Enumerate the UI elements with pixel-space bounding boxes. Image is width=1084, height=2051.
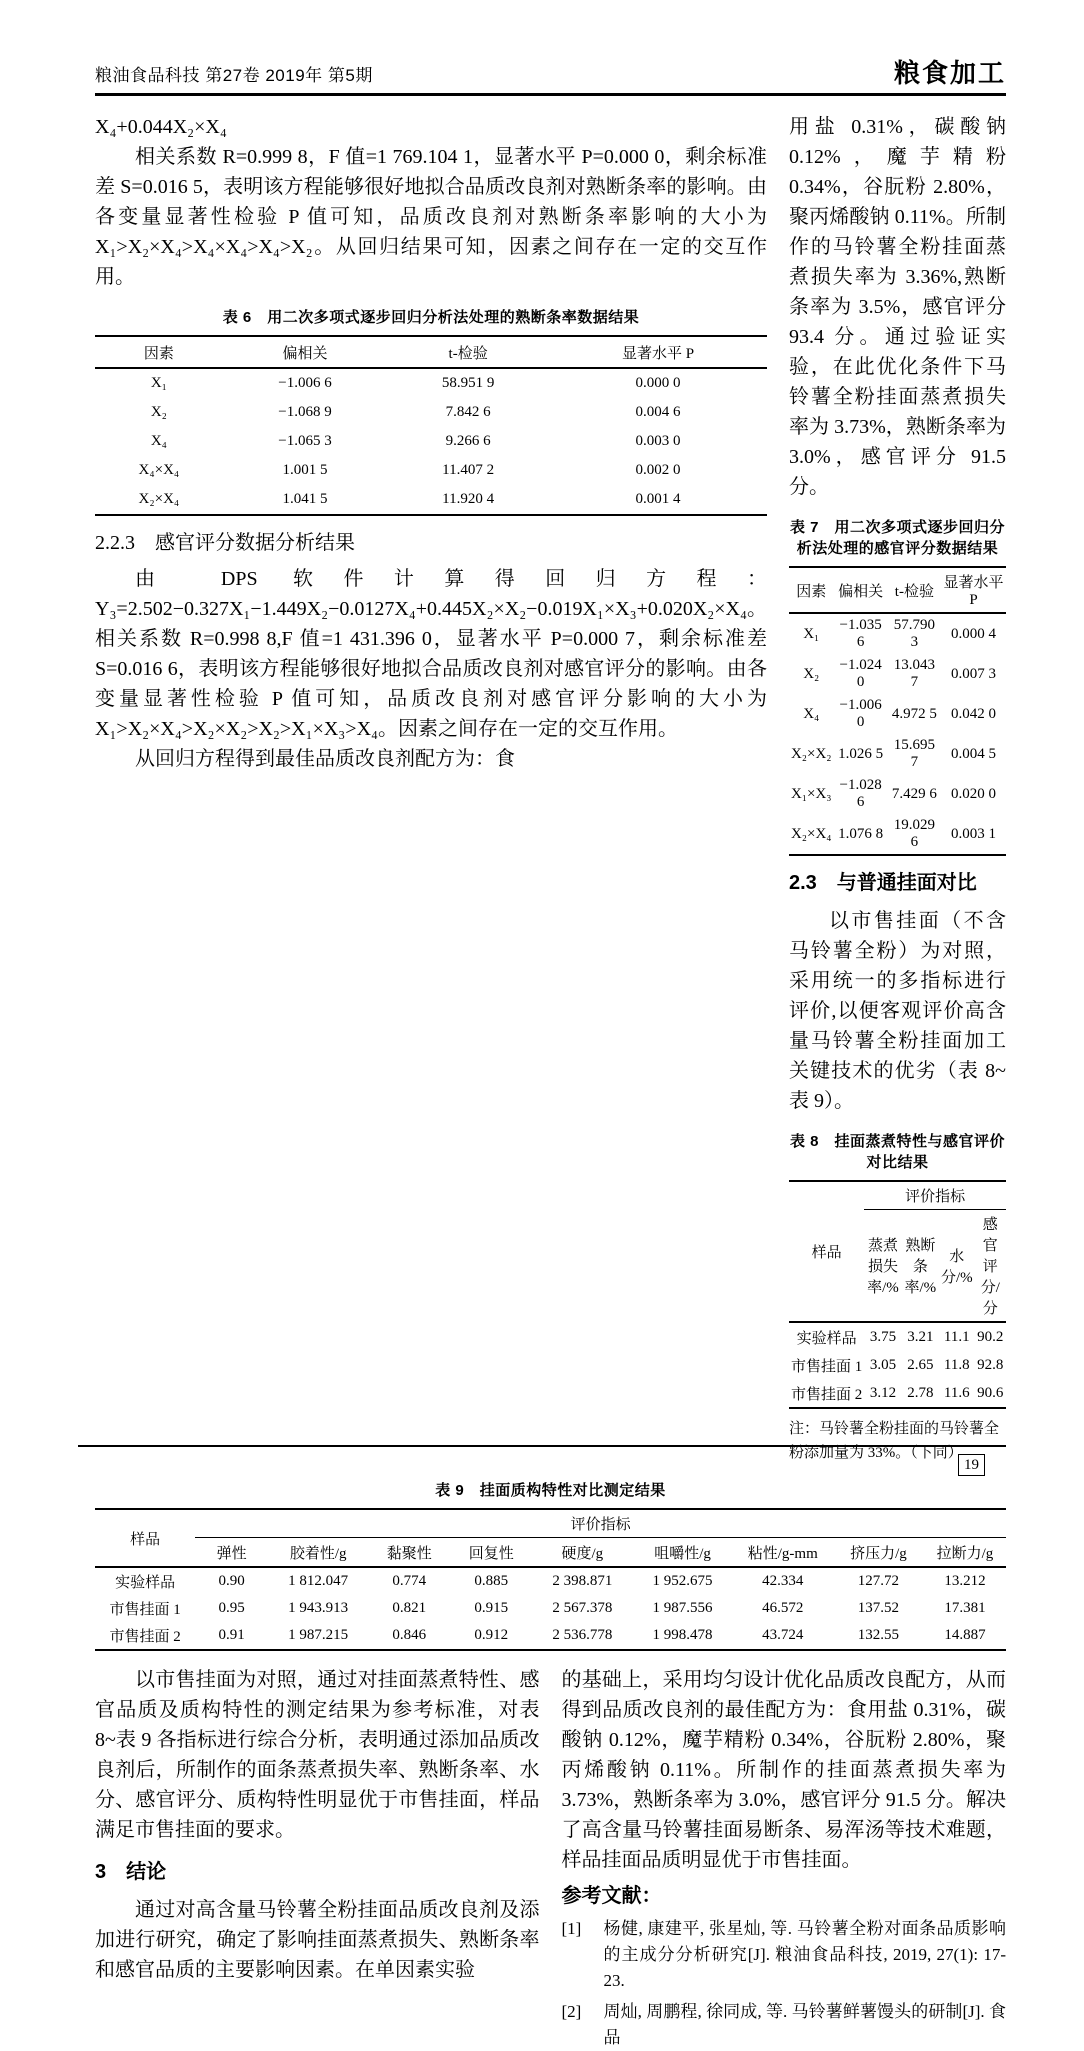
table-cell: 实验样品 (796, 1330, 857, 1347)
table-cell: 0.885 (474, 1573, 509, 1589)
table-header-cell: 蒸煮损失率/% (864, 1210, 902, 1323)
table-cell: 11.1 (943, 1328, 970, 1345)
table-cell: 19.029 6 (893, 817, 935, 850)
table-header-cell: 因素 (95, 336, 223, 368)
table-cell: −1.006 6 (278, 375, 332, 391)
table-cell: 2 536.778 (552, 1627, 613, 1643)
table-row (95, 485, 767, 515)
table-cell: 58.951 9 (441, 375, 495, 391)
table-cell: 1.026 5 (838, 745, 884, 762)
table-header-cell: 硬度/g (532, 1538, 632, 1568)
table-cell: −1.035 6 (839, 617, 882, 650)
table-9 (95, 1508, 1006, 1651)
table-cell: 7.429 6 (891, 785, 937, 802)
table-cell: 3.05 (869, 1356, 897, 1373)
table-cell: 90.6 (977, 1384, 1004, 1401)
table-cell: 127.72 (857, 1573, 900, 1589)
table-cell: 1 987.556 (652, 1600, 713, 1616)
table-header-cell: 黏聚性 (368, 1538, 450, 1568)
table-cell: 13.043 7 (893, 657, 935, 690)
paragraph: 以市售挂面为对照，通过对挂面蒸煮特性、感官品质及质构特性的测定结果为参考标准，对表 8~表 9 各指标进行综合分析，表明通过添加品质改良剂后，所制作的面条蒸煮损失率、熟断条率、水分、感官评分、质构特性明显优于市售挂面，样品满足市售挂面的要求。 (95, 1669, 540, 1841)
page-footer (78, 1445, 1006, 1476)
table-7 (789, 566, 1006, 856)
table-header-row (789, 567, 1006, 613)
reference-text: 周灿, 周鹏程, 徐同成, 等. 马铃薯鲜薯馒头的研制[J]. 食品 (603, 2002, 1006, 2047)
section-label: 粮食加工 (893, 58, 1006, 88)
table-header-cell: 胶着性/g (268, 1538, 368, 1568)
table-cell: 46.572 (762, 1600, 804, 1616)
table-cell: X₂ (803, 665, 820, 682)
table-6 (95, 335, 767, 516)
paragraph: 以市售挂面（不含马铃薯全粉）为对照，采用统一的多指标进行评价,以便客观评价高含量马铃薯全粉挂面加工关键技术的优劣（表 8~表 9）。 (788, 910, 1006, 1112)
reference-item (562, 1999, 1007, 2051)
table-cell: 0.003 1 (950, 825, 996, 842)
two-column-bottom (95, 1665, 1006, 2051)
table-cell: 1.001 5 (282, 462, 328, 478)
page-number: 19 (958, 1454, 985, 1476)
table-cell: 0.90 (218, 1573, 245, 1589)
table-cell: 0.007 3 (950, 665, 996, 682)
table-cell: 3.12 (869, 1384, 897, 1401)
bottom-right-column (562, 1665, 1007, 2051)
table-cell: 7.842 6 (445, 404, 491, 420)
table-cell: X₄ (150, 433, 167, 449)
page-header (95, 60, 1006, 96)
table-cell: 市售挂面 2 (109, 1629, 181, 1645)
table-cell: 1 998.478 (652, 1627, 713, 1643)
table-header-cell: t-检验 (387, 336, 549, 368)
table-cell: 43.724 (762, 1627, 804, 1643)
table-row (789, 734, 1006, 774)
table-cell: 1 812.047 (288, 1573, 349, 1589)
table-cell: X₁×X₃ (790, 785, 832, 802)
table-cell: 0.042 0 (950, 705, 996, 722)
table-cell: 2.78 (907, 1384, 934, 1401)
paragraph: 通过对高含量马铃薯全粉挂面品质改良剂及添加进行研究，确定了影响挂面蒸煮损失、熟断条率和感官品质的主要影响因素。在单因素实验 (95, 1899, 540, 1981)
table-group-header: 评价指标 (195, 1509, 1006, 1538)
table-cell: 1 943.913 (288, 1600, 349, 1616)
table-row (95, 1622, 1006, 1650)
table-row (789, 1322, 1006, 1351)
table-cell: 4.972 5 (891, 705, 937, 722)
table-row (789, 774, 1006, 814)
table-header-cell: 咀嚼性/g (632, 1538, 732, 1568)
table-cell: X₂×X₄ (790, 825, 832, 842)
table-cell: 57.790 3 (893, 617, 935, 650)
table-header-cell: 显著水平 P (941, 567, 1006, 613)
paragraph: 相关系数 R=0.999 8，F 值=1 769.104 1，显著水平 P=0.000 0，剩余标准差 S=0.016 5，表明该方程能够很好地拟合品质改良剂对熟断条率的影响。由各变量显著性检验 P 值可知，品质改良剂对熟断条率影响的大小为 X₁>X₂×X₄>X₄×X₄>X₄>X₂。从回归结果可知，因素之间存在一定的交互作用。 (95, 146, 767, 288)
table-cell: 132.55 (857, 1627, 900, 1643)
table-cell: −1.024 0 (839, 657, 882, 690)
table-cell: 3.75 (869, 1328, 897, 1345)
table-header-cell: 回复性 (450, 1538, 532, 1568)
table-row (95, 1595, 1006, 1622)
table-header-cell: 因素 (789, 567, 834, 613)
table-header-cell: 弹性 (195, 1538, 268, 1568)
table-cell: 0.003 0 (635, 433, 681, 449)
table-8 (789, 1180, 1006, 1409)
table-header-cell: 挤压力/g (833, 1538, 924, 1568)
table-header-cell: 样品 (789, 1181, 864, 1322)
right-column (789, 112, 1006, 1465)
table-cell: 1.041 5 (282, 491, 328, 507)
table-header-cell: 熟断条率/% (902, 1210, 939, 1323)
table-cell: 0.002 0 (635, 462, 681, 478)
heading-2-3: 2.3 与普通挂面对比 (788, 872, 977, 894)
table-row (789, 1379, 1006, 1408)
paragraph: 的基础上，采用均匀设计优化品质改良配方，从而得到品质改良剂的最佳配方为：食用盐 0.31%，碳酸钠 0.12%，魔芋精粉 0.34%，谷朊粉 2.80%，聚丙烯酸钠 0.11%。所制作的挂面蒸煮损失率为 3.73%，熟断条率为 3.0%，感官评分 91.5 分。解决了高含量马铃薯挂面易断条、易浑汤等技术难题，样品挂面品质明显优于市售挂面。 (561, 1669, 1006, 1871)
table-cell: 0.001 4 (635, 491, 681, 507)
table-cell: 11.407 2 (442, 462, 495, 478)
table-header-cell: 样品 (95, 1509, 195, 1567)
table-cell: 11.920 4 (442, 491, 495, 507)
table-cell: X₄ (803, 705, 820, 722)
table-cell: 11.6 (943, 1384, 970, 1401)
table-row (95, 1567, 1006, 1595)
table-group-header: 评价指标 (864, 1181, 1006, 1210)
table-cell: 0.000 0 (635, 375, 681, 391)
two-column-top (95, 112, 1006, 1465)
table-cell: 0.846 (392, 1627, 427, 1643)
table-header-row (95, 1509, 1006, 1538)
table-cell: 92.8 (977, 1356, 1004, 1373)
table-cell: X₁ (803, 625, 820, 642)
table-cell: 137.52 (857, 1600, 900, 1616)
references-heading: 参考文献： (561, 1885, 662, 1907)
table-cell: X₂ (150, 404, 167, 420)
table-cell: X₂×X₄ (138, 491, 180, 507)
table-row (95, 456, 767, 485)
reference-label: [1] (561, 1919, 582, 1938)
table-cell: 0.821 (392, 1600, 427, 1616)
table-row (789, 613, 1006, 654)
table-subheader-row (95, 1538, 1006, 1568)
reference-label: [2] (561, 2002, 582, 2021)
table-row (789, 814, 1006, 855)
table-cell: 0.000 4 (950, 625, 996, 642)
table-cell: 1 987.215 (288, 1627, 349, 1643)
table-cell: 市售挂面 2 (790, 1386, 863, 1403)
table-cell: 0.915 (474, 1600, 509, 1616)
table-cell: 实验样品 (115, 1575, 176, 1591)
table-cell: 2 567.378 (552, 1600, 613, 1616)
table-row (789, 694, 1006, 734)
table-cell: X₄×X₄ (138, 462, 180, 478)
table-header-cell: 偏相关 (834, 567, 888, 613)
table-header-cell: 感官评分/分 (975, 1210, 1006, 1323)
table-cell: 2 398.871 (552, 1573, 613, 1589)
table-cell: 15.695 7 (893, 737, 935, 770)
table-cell: −1.028 6 (839, 777, 882, 810)
table-cell: 0.004 5 (950, 745, 996, 762)
table-cell: 0.91 (218, 1627, 245, 1643)
left-column (95, 112, 767, 1465)
table-cell: 17.381 (944, 1600, 986, 1616)
table-header-row (95, 336, 767, 368)
table-cell: 9.266 6 (445, 433, 491, 449)
table-row (95, 427, 767, 456)
heading-2-2-3: 2.2.3 感官评分数据分析结果 (95, 532, 355, 554)
table-cell: 42.334 (762, 1573, 804, 1589)
table-cell: 市售挂面 1 (109, 1602, 181, 1618)
table-header-row (789, 1181, 1006, 1210)
table-header-cell: 显著水平 P (549, 336, 767, 368)
table-cell: 14.887 (944, 1627, 986, 1643)
table-row (95, 368, 767, 398)
table-header-cell: 拉断力/g (924, 1538, 1006, 1568)
table-cell: 90.2 (977, 1328, 1004, 1345)
table-cell: 0.95 (218, 1600, 245, 1616)
table-header-cell: 水分/% (939, 1210, 975, 1323)
table-cell: 1.076 8 (838, 825, 884, 842)
table-cell: 0.774 (392, 1573, 427, 1589)
table-cell: 市售挂面 1 (790, 1358, 863, 1375)
table-cell: X₁ (150, 375, 167, 391)
table-cell: 3.21 (907, 1328, 934, 1345)
table-8-title: 表 8 挂面蒸煮特性与感官评价对比结果 (789, 1133, 1005, 1171)
reference-item (562, 1916, 1007, 1994)
table-cell: −1.065 3 (278, 433, 332, 449)
table-header-cell: t-检验 (888, 567, 941, 613)
table-cell: X₂×X₂ (790, 745, 832, 762)
table-cell: 1 952.675 (652, 1573, 713, 1589)
table-cell: −1.006 0 (839, 697, 882, 730)
journal-info: 粮油食品科技 第27卷 2019年 第5期 (95, 66, 373, 85)
table-8-note: 注：马铃薯全粉挂面的马铃薯全粉添加量为 33%。（下同） (788, 1421, 999, 1461)
table-cell: 13.212 (944, 1573, 986, 1589)
paragraph: 由 DPS 软件计算得回归方程：Y₃=2.502−0.327X₁−1.449X₂−0.0127X₄+0.445X₂×X₂−0.019X₁×X₃+0.020X₂×X₄。相关系数 R=0.998 8,F 值=1 431.396 0，显著水平 P=0.000 7，剩余标准差 S=0.016 6，表明该方程能够很好地拟合品质改良剂对感官评分的影响。由各变量显著性检验 P 值可知，品质改良剂对感官评分影响的大小为 X₁>X₂×X₄>X₂×X₂>X₂>X₁×X₃>X₄。因素之间存在一定的交互作用。 (95, 568, 767, 740)
table-cell: −1.068 9 (278, 404, 332, 420)
table-header-cell: 偏相关 (223, 336, 388, 368)
table-6-title: 表 6 用二次多项式逐步回归分析法处理的熟断条率数据结果 (222, 309, 640, 326)
table-row (95, 398, 767, 427)
table-row (789, 654, 1006, 694)
paragraph: 从回归方程得到最佳品质改良剂配方为：食 (135, 748, 515, 770)
table-header-cell: 粘性/g-mm (733, 1538, 833, 1568)
reference-text: 杨健, 康建平, 张星灿, 等. 马铃薯全粉对面条品质影响的主成分分析研究[J]. 粮油食品科技, 2019, 27(1): 17-23. (603, 1919, 1006, 1990)
formula-carryover: X₄+0.044X₂×X₄ (95, 116, 227, 138)
table-cell: 0.912 (474, 1627, 509, 1643)
bottom-left-column (95, 1665, 540, 2051)
table-cell: 0.020 0 (950, 785, 996, 802)
table-cell: 11.8 (943, 1356, 970, 1373)
table-7-title: 表 7 用二次多项式逐步回归分析法处理的感官评分数据结果 (789, 519, 1005, 557)
table-cell: 2.65 (907, 1356, 934, 1373)
table-cell: 0.004 6 (635, 404, 681, 420)
table-9-title: 表 9 挂面质构特性对比测定结果 (435, 1482, 666, 1499)
heading-3: 3 结论 (95, 1861, 167, 1883)
paragraph: 用盐 0.31%，碳酸钠 0.12%，魔芋精粉 0.34%，谷朊粉 2.80%，聚丙烯酸钠 0.11%。所制作的马铃薯全粉挂面蒸煮损失率为 3.36%,熟断条率为 3.5%，感官评分 93.4 分。通过验证实验，在此优化条件下马铃薯全粉挂面蒸煮损失率为 3.73%，熟断条率为 3.0%，感官评分 91.5 分。 (788, 116, 1006, 498)
table-row (789, 1351, 1006, 1379)
